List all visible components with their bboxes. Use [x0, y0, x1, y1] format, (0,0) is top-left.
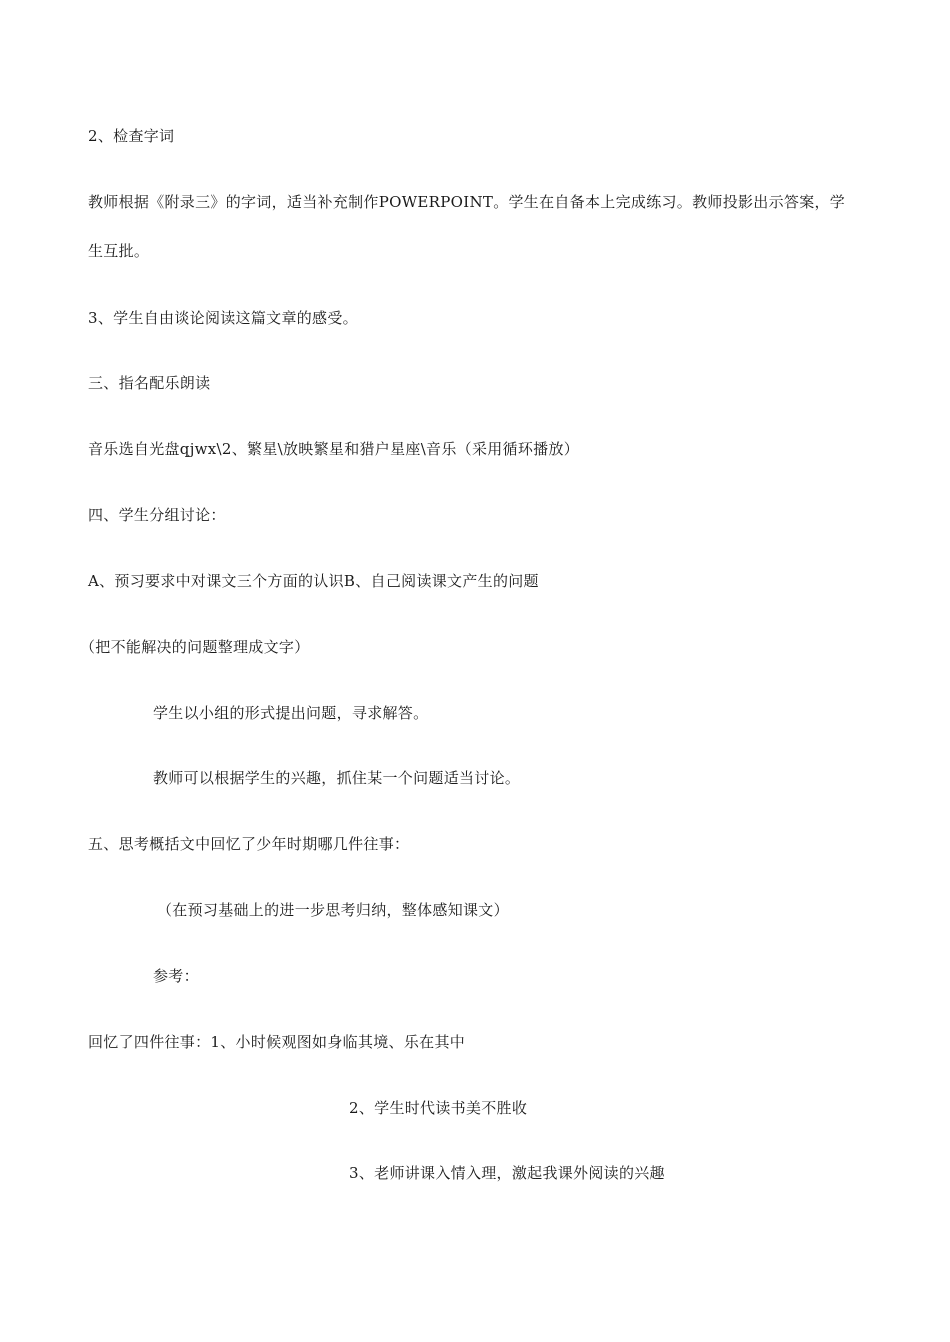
- paragraph-music-source: 音乐选自光盘qjwx\2、繁星\放映繁星和猎户星座\音乐（采用循环播放）: [88, 440, 580, 458]
- list-item-event-1: 回忆了四件往事：1、小时候观图如身临其境、乐在其中: [88, 1033, 466, 1051]
- heading-check-words: 2、检查字词: [88, 127, 175, 145]
- paragraph-teacher-discussion: 教师可以根据学生的兴趣，抓住某一个问题适当讨论。: [153, 769, 521, 787]
- heading-music-reading: 三、指名配乐朗读: [88, 374, 211, 392]
- paragraph-preview-note: （在预习基础上的进一步思考归纳，整体感知课文）: [157, 901, 509, 919]
- label-reference: 参考：: [153, 967, 199, 985]
- paragraph-teacher-ppt: 教师根据《附录三》的字词，适当补充制作POWERPOINT。学生在自备本上完成练习。教师投影出示答案，学: [88, 193, 846, 211]
- heading-free-discussion: 3、学生自由谈论阅读这篇文章的感受。: [88, 309, 358, 327]
- heading-recall-events: 五、思考概括文中回忆了少年时期哪几件往事：: [88, 835, 410, 853]
- paragraph-peer-review: 生互批。: [88, 242, 150, 260]
- list-item-event-2: 2、学生时代读书美不胜收: [349, 1099, 528, 1117]
- paragraph-discussion-topics: A、预习要求中对课文三个方面的认识B、自己阅读课文产生的问题: [88, 572, 539, 590]
- paragraph-unresolved-note: （把不能解决的问题整理成文字）: [80, 638, 310, 656]
- heading-group-discussion: 四、学生分组讨论：: [88, 506, 226, 524]
- list-item-event-3: 3、老师讲课入情入理，激起我课外阅读的兴趣: [349, 1164, 665, 1182]
- paragraph-group-questions: 学生以小组的形式提出问题，寻求解答。: [153, 704, 429, 722]
